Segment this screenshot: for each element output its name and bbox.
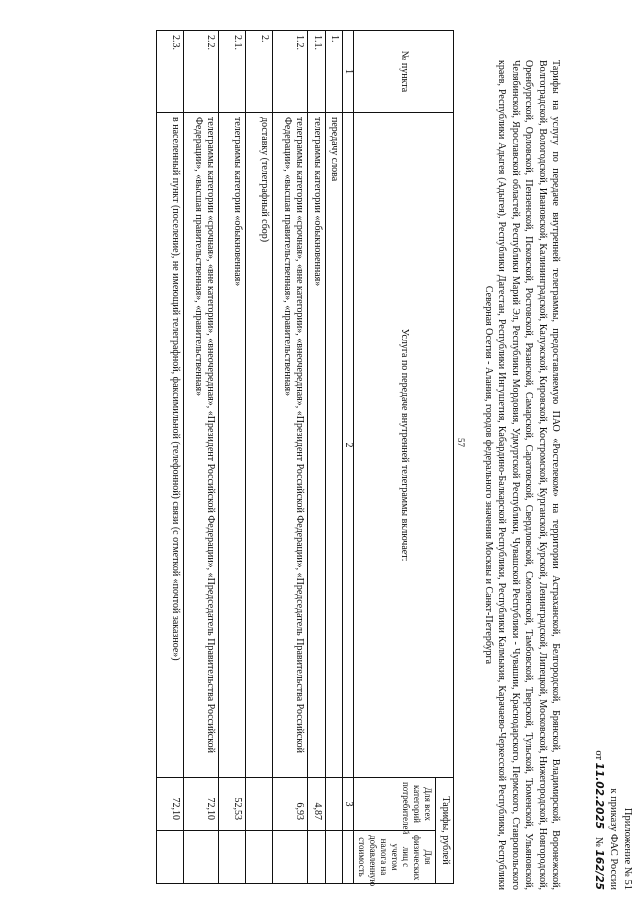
document-title: Тарифы на услугу по передаче внутренней телеграммы, предоставляемую ПАО «Ростелеком» на территории Астраханской, Белгородской, Брянской, Владимирской, Воронежской, Волгоградской, Вологодской, Ивановской, Калининградской, Калужской, Кировской, Костромской, Курганской, Курской, Ленинградской, Липецкой, Московской, Нижегородской, Новгородской, Оренбургской, Орловской, Пензенской, Псковской, Ростовской, Рязанской, Самарской, Саратовской, Свердловской, Смоленской, Тамбовской, Тверской, Тульской, Тюменской, Ульяновской, Челябинской, Ярославской областей, Республики Марий Эл, Республики Мордовия, Удмуртской Республики, Чувашской Республики - Чувашии, Краснодарского, Пермского, Ставропольского краев, Республики Адыгея (Адыгея), Республики Дагестан, Республики Ингушетия, Кабардино-Балкарской Республики, Республики Калмыкия, Карачаево-Черкесской Республики, Республики Северная Осетия - Алания, городов федерального значения Москвы и Санкт-Петербурга (482, 60, 561, 890)
item-text: телеграммы категории «обыкновенная» (308, 113, 326, 778)
header-service: Услуга по передаче внутренней телеграммы включает: (354, 113, 454, 778)
value-individuals (326, 830, 344, 883)
item-text: в населенный пункт (поселение), не имеющий телеграфной, факсимильной (телефонной) связи (с отметкой «почтой заказное») (157, 113, 184, 778)
item-number: 1. (326, 31, 344, 113)
item-text: доставку (телеграфный сбор) (246, 113, 273, 778)
value-individuals (184, 830, 219, 883)
order-number: 162/25 (593, 849, 605, 890)
item-number: 1.1. (308, 31, 326, 113)
value-individuals (157, 830, 184, 883)
value-individuals (273, 830, 308, 883)
table-row (308, 31, 326, 884)
item-number: 2.1. (219, 31, 246, 113)
appendix-date-line (591, 660, 606, 890)
value-all (246, 777, 273, 830)
header-tariffs: Тарифы, рублей (436, 777, 454, 883)
item-number: 2. (246, 31, 273, 113)
appendix-order: к приказу ФАС России (608, 788, 619, 890)
index-row (343, 31, 354, 884)
value-all: 72,10 (184, 777, 219, 830)
page-number: 57 (456, 438, 466, 447)
item-text: передачу слова (326, 113, 344, 778)
value-individuals (308, 830, 326, 883)
number-label: № (593, 836, 604, 847)
value-all (326, 777, 344, 830)
value-all: 6,93 (273, 777, 308, 830)
index-cell (343, 830, 354, 883)
item-number: 1.2. (273, 31, 308, 113)
item-text: телеграммы категории «срочная», «вне категории», «внеочередная», «Президент Российской Федерации», «Председатель Правительства Российской Федерации», «высшая правительственная», «правительственная» (273, 113, 308, 778)
from-label: от (593, 750, 604, 761)
table-row (219, 31, 246, 884)
value-individuals (246, 830, 273, 883)
index-cell: 2 (343, 113, 354, 778)
index-cell: 3 (343, 777, 354, 830)
tariff-table (157, 30, 455, 887)
header-all-categories: Для всех категорий потребителей (354, 777, 436, 830)
table-row (184, 31, 219, 884)
header-item-number: № пункта (354, 31, 454, 113)
table-row (157, 31, 184, 884)
table-row (246, 31, 273, 884)
item-text: телеграммы категории «срочная», «вне категории», «внеочередная», «Президент Российской Федерации», «Председатель Правительства Российской Федерации», «высшая правительственная», «правительственная» (184, 113, 219, 778)
table-row (326, 31, 344, 884)
item-text: телеграммы категории «обыкновенная» (219, 113, 246, 778)
value-individuals (219, 830, 246, 883)
value-all: 72,10 (157, 777, 184, 830)
order-date: 11.02.2025 (593, 762, 605, 830)
table-header-row (436, 31, 454, 884)
value-all: 52,53 (219, 777, 246, 830)
item-number: 2.3. (157, 31, 184, 113)
item-number: 2.2. (184, 31, 219, 113)
value-all: 4,87 (308, 777, 326, 830)
appendix-header (591, 660, 634, 890)
index-cell: 1 (343, 31, 354, 113)
table-row (273, 31, 308, 884)
header-individuals-vat: Для физических лиц с учетом налога на добавленную стоимость (354, 830, 436, 883)
appendix-title: Приложение № 51 (622, 807, 633, 890)
